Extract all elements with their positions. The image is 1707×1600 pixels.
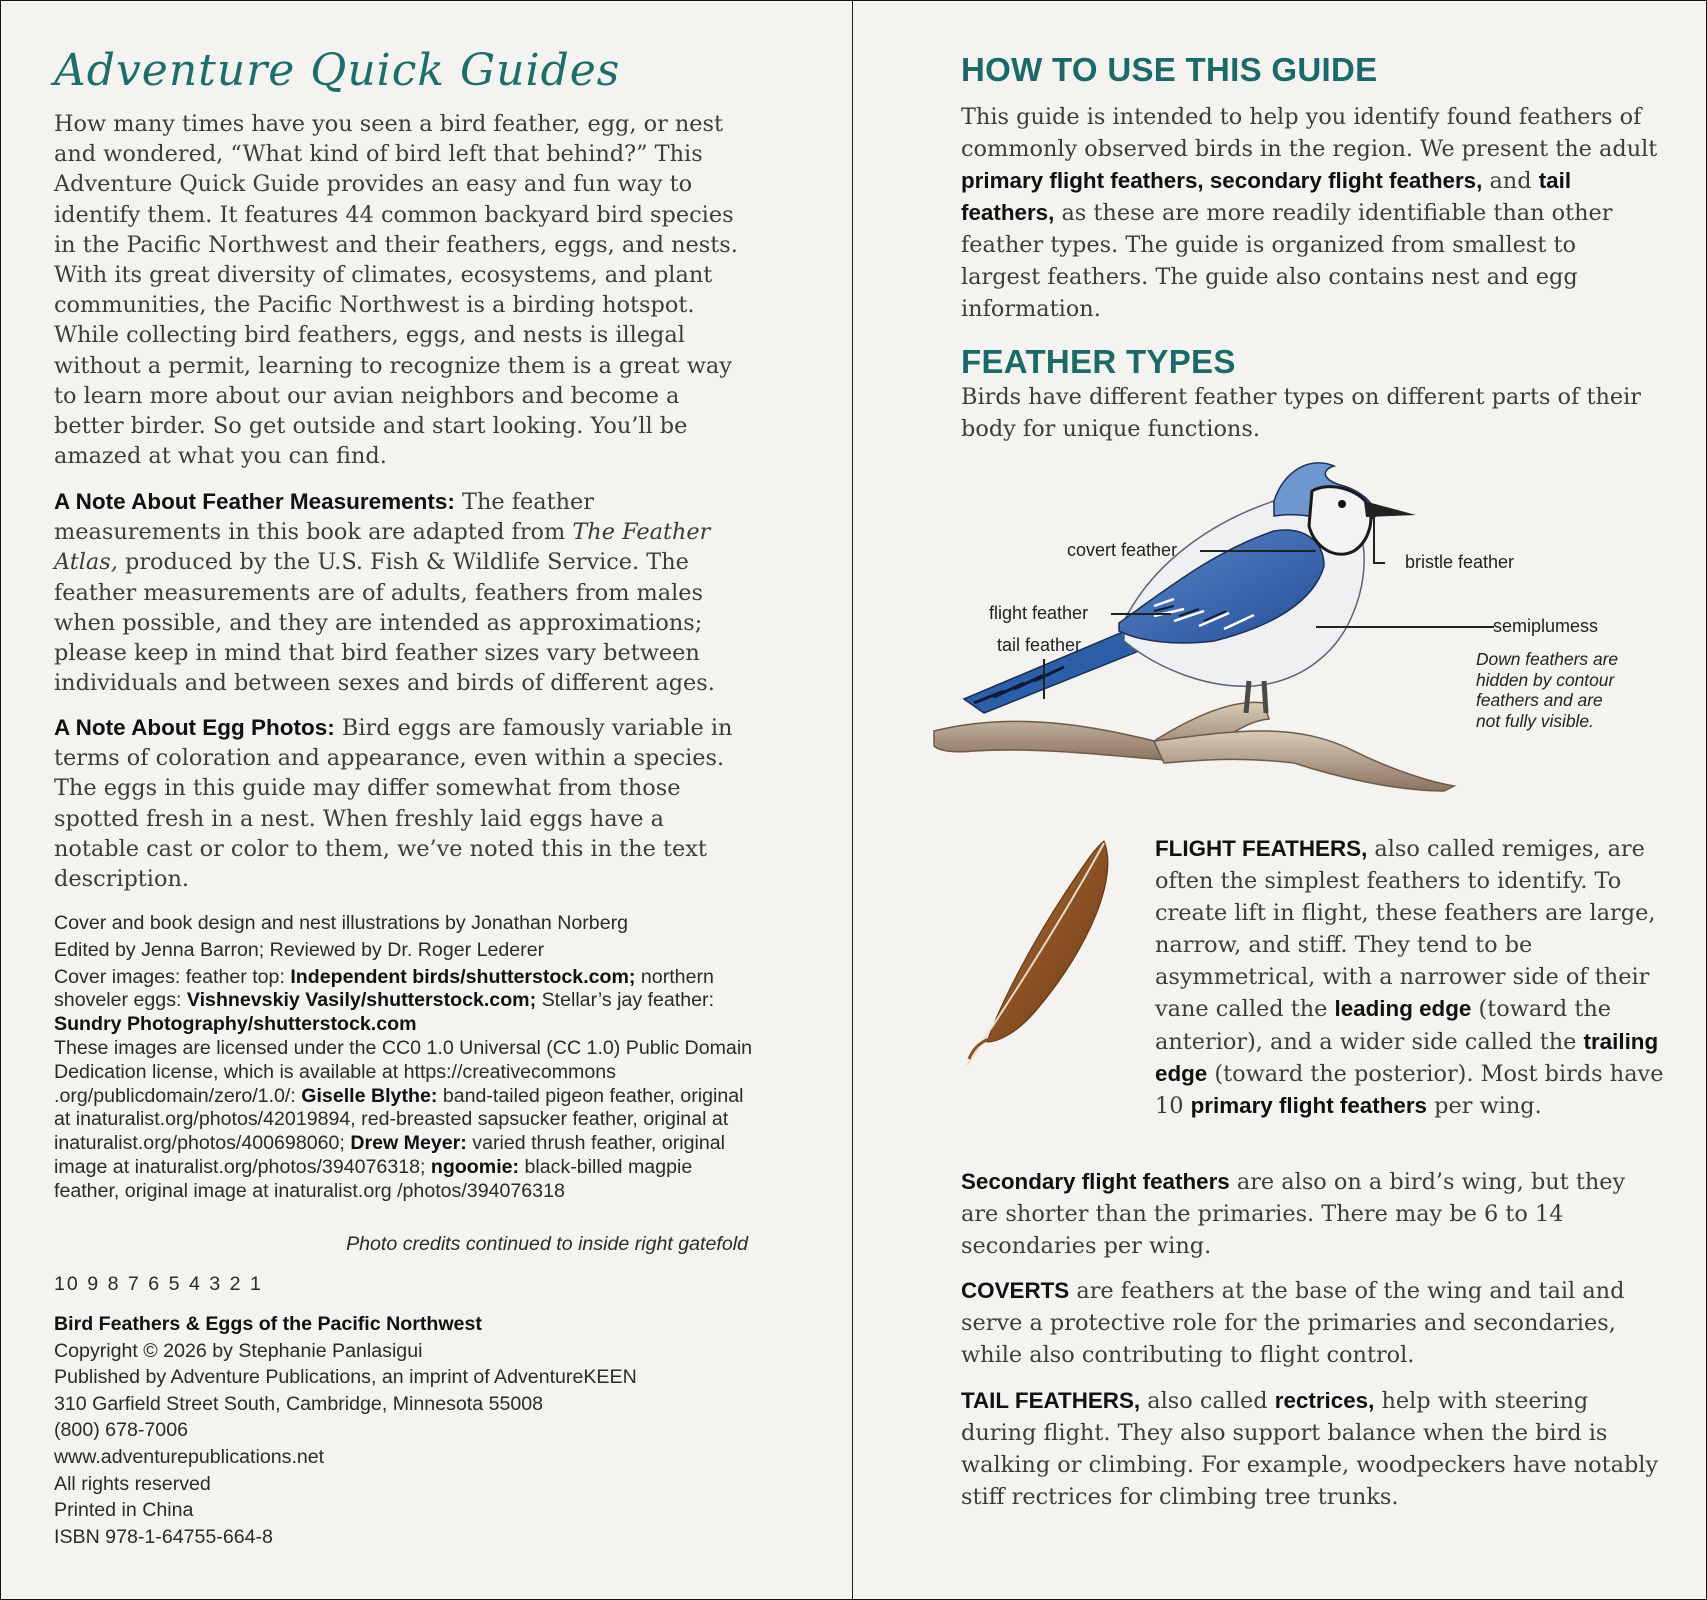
- left-page: [1, 1, 853, 1599]
- copyright: Copyright © 2026 by Stephanie Panlasigui: [54, 1339, 423, 1362]
- photo-credits-continued: Photo credits continued to inside right gatefold: [346, 1233, 748, 1255]
- right-page: [854, 1, 1706, 1599]
- egg-photos-text: Bird eggs are famously variable in terms of coloration and appearance, even within a species. The eggs in this guide may differ somewhat from those spotted fresh in a nest. When freshly laid eggs have a notable cast or color to them, we’ve noted this in the text description.: [54, 715, 733, 893]
- publisher: Published by Adventure Publications, an imprint of AdventureKEEN: [54, 1366, 637, 1389]
- measurements-text: The feather measurements in this book are adapted from: [54, 489, 595, 546]
- credit-license: These images are licensed under the CC0 1.0 Universal (CC 1.0) Public Domain Dedication license, which is available at https://creativecommons .org/publicdomain/zero/1.0/: Giselle Blythe: band-tailed pigeon feather, original at inaturalist.org/photos/42019894, red-breasted sapsucker feather, original at inaturalist.org/photos/400698060; Drew Meyer: varied thrush feather, original image at inaturalist.org/photos/394076318; ngoomie: black-billed magpie feather, original image at inaturalist.org /photos/394076318: [54, 1036, 753, 1202]
- flight-leader: [1111, 613, 1171, 615]
- bird-eye: [1338, 500, 1346, 508]
- label-tail-feather: tail feather: [997, 635, 1082, 655]
- measurements-lead: A Note About Feather Measurements:: [54, 489, 455, 514]
- credit-editors: Edited by Jenna Barron; Reviewed by Dr. Roger Lederer: [54, 938, 545, 961]
- address: 310 Garfield Street South, Cambridge, Minnesota 55008: [54, 1392, 544, 1415]
- coverts-paragraph: COVERTS are feathers at the base of the wing and tail and serve a protective role for the primaries and secondaries, while also contributing to flight control.: [961, 1278, 1625, 1368]
- feather-illustration: [959, 837, 1119, 1073]
- bristle-vline: [1373, 516, 1375, 562]
- book-title: Bird Feathers & Eggs of the Pacific Northwest: [54, 1313, 482, 1335]
- semiplume-leader: [1316, 626, 1494, 628]
- measurements-note: [54, 487, 754, 698]
- label-flight-feather: flight feather: [989, 603, 1089, 623]
- down-feathers-note: Down feathers are hidden by contour feathers and are not fully visible.: [1476, 649, 1619, 731]
- covert-leader: [1200, 550, 1316, 552]
- bird-beak: [1364, 501, 1416, 517]
- tail-feathers-paragraph: TAIL FEATHERS, also called rectrices, help with steering during flight. They also support balance when the bird is walking or climbing. For example, woodpeckers have notably stiff rectrices for climbing tree trunks.: [961, 1388, 1659, 1510]
- measurements-text-cont: produced by the U.S. Fish & Wildlife Service. The feather measurements are of adults, feathers from males when possible, and they are intended as approximations; please keep in mind that bird feather sizes vary between individuals and between sexes and birds of different ages.: [54, 549, 715, 697]
- bristle-leader: [1373, 562, 1385, 564]
- imprint-block: [54, 1311, 774, 1550]
- phone: (800) 678-7006: [54, 1419, 188, 1442]
- intro-paragraph: How many times have you seen a bird feather, egg, or nest and wondered, “What kind of bird left that behind?” This Adventure Quick Guide provides an easy and fun way to identify them. It features 44 common backyard bird species in the Pacific Northwest and their feathers, eggs, and nests. With its great diversity of climates, ecosystems, and plant communities, the Pacific Northwest is a birding hotspot. While collecting bird feathers, eggs, and nests is illegal without a permit, learning to recognize them is a great way to learn more about our avian neighbors and become a better birder. So get outside and start looking. You’ll be amazed at what you can find.: [54, 111, 738, 470]
- how-to-use-heading: HOW TO USE THIS GUIDE: [961, 51, 1378, 88]
- website: www.adventurepublications.net: [54, 1445, 325, 1468]
- series-title: Adventure Quick Guides: [54, 45, 621, 96]
- label-covert-feather: covert feather: [1067, 540, 1178, 560]
- secondary-feathers-paragraph: Secondary flight feathers are also on a bird’s wing, but they are shorter than the primaries. There may be 6 to 14 secondaries per wing.: [961, 1169, 1626, 1259]
- how-to-use-paragraph: This guide is intended to help you identify found feathers of commonly observed birds in the region. We present the adult primary flight feathers, secondary flight feathers, and tail feathers, as these are more readily identifiable than other feather types. The guide is organized from smallest to largest feathers. The guide also contains nest and egg information.: [961, 104, 1658, 322]
- flight-feathers-paragraph: FLIGHT FEATHERS, also called remiges, are often the simplest feathers to identify. To create lift in flight, these feathers are large, narrow, and stiff. They tend to be asymmetrical, with a narrower side of their vane called the leading edge (toward the anterior), and a wider side called the trailing edge (toward the posterior). Most birds have 10 primary flight feathers per wing.: [1155, 836, 1664, 1119]
- label-bristle-feather: bristle feather: [1405, 552, 1515, 572]
- print-line: 10 9 8 7 6 5 4 3 2 1: [54, 1273, 263, 1295]
- tail-vline: [1043, 659, 1045, 699]
- feather-types-intro: Birds have different feather types on different parts of their body for unique functions.: [961, 384, 1641, 442]
- label-semiplume: semiplumess: [1493, 616, 1599, 636]
- isbn: ISBN 978-1-64755-664-8: [54, 1525, 273, 1548]
- credit-cover-images: Cover images: feather top: Independent birds/shutterstock.com; northern shoveler eggs: Vishnevskiy Vasily/shutterstock.com; Stellar’s jay feather: Sundry Photography/shutterstock.com: [54, 965, 715, 1036]
- egg-photos-note: [54, 713, 754, 894]
- feather-types-heading: FEATHER TYPES: [961, 343, 1236, 380]
- printed-in: Printed in China: [54, 1499, 194, 1522]
- feather-atlas-title: The Feather Atlas,: [54, 519, 711, 576]
- egg-photos-lead: A Note About Egg Photos:: [54, 715, 335, 740]
- credit-design: Cover and book design and nest illustrations by Jonathan Norberg: [54, 912, 629, 934]
- credits-block: [54, 912, 754, 1204]
- rights: All rights reserved: [54, 1472, 211, 1495]
